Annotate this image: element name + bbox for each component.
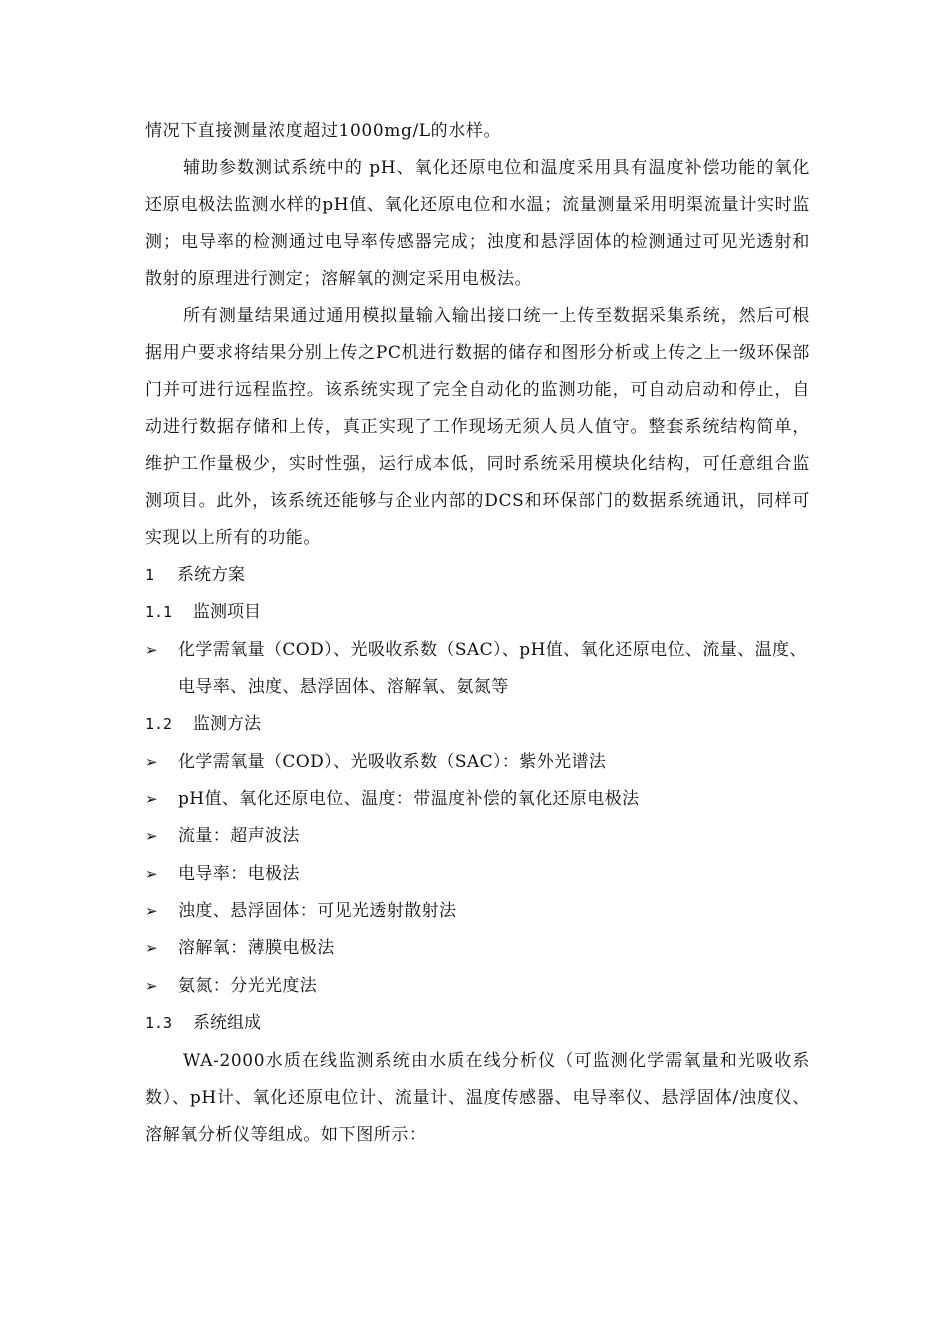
list-item-text: 流量：超声波法 (178, 826, 300, 846)
list-item-text: 化学需氧量（COD）、光吸收系数（SAC）、pH值、氧化还原电位、流量、温度、电导率、浊度、悬浮固体、溶解氧、氨氮等 (178, 640, 807, 697)
section-title: 系统方案 (177, 565, 245, 585)
list-item-text: 化学需氧量（COD）、光吸收系数（SAC）：紫外光谱法 (178, 752, 607, 772)
list-item-text: pH值、氧化还原电位、温度：带温度补偿的氧化还原电极法 (178, 789, 640, 809)
list-item-text: 浊度、悬浮固体：可见光透射散射法 (178, 901, 457, 921)
section-number: 1.1 (145, 603, 173, 621)
arrow-bullet-icon: ➢ (145, 865, 158, 883)
list-item-method (145, 856, 810, 893)
arrow-bullet-icon: ➢ (145, 641, 158, 659)
arrow-bullet-icon: ➢ (145, 753, 158, 771)
list-item-text: 电导率：电极法 (178, 864, 300, 884)
section-number: 1 (145, 566, 155, 584)
paragraph-auxiliary-params: 辅助参数测试系统中的 pH、氧化还原电位和温度采用具有温度补偿功能的氧化还原电极法监测水样的pH值、氧化还原电位和水温；流量测量采用明渠流量计实时监测；电导率的检测通过电导率传感器完成；浊度和悬浮固体的检测通过可见光透射和散射的原理进行测定；溶解氧的测定采用电极法。 (145, 158, 810, 289)
paragraph-data-upload: 所有测量结果通过通用模拟量输入输出接口统一上传至数据采集系统，然后可根据用户要求将结果分别上传之PC机进行数据的储存和图形分析或上传之上一级环保部门并可进行远程监控。该系统实现了完全自动化的监测功能，可自动启动和停止，自动进行数据存储和上传，真正实现了工作现场无须人员人值守。整套系统结构简单，维护工作量极少，实时性强，运行成本低，同时系统采用模块化结构，可任意组合监测项目。此外，该系统还能够与企业内部的DCS和环保部门的数据系统通讯，同样可实现以上所有的功能。 (145, 306, 810, 548)
list-item-method (145, 968, 810, 1005)
paragraph-system-composition: WA-2000水质在线监测系统由水质在线分析仪（可监测化学需氧量和光吸收系数）、pH计、氧化还原电位计、流量计、温度传感器、电导率仪、悬浮固体/浊度仪、溶解氧分析仪等组成。如下图所示： (145, 1051, 810, 1145)
list-item-monitor-items (145, 632, 810, 706)
list-item-method (145, 930, 810, 967)
section-heading-1-1 (145, 594, 261, 631)
list-item-method (145, 744, 810, 781)
section-number: 1.2 (145, 715, 173, 733)
list-item-text: 溶解氧：薄膜电极法 (178, 938, 335, 958)
section-title: 系统组成 (193, 1013, 261, 1033)
list-item-method (145, 781, 810, 818)
list-item-text: 氨氮：分光光度法 (178, 976, 318, 996)
arrow-bullet-icon: ➢ (145, 977, 158, 995)
list-item-method (145, 818, 810, 855)
section-heading-1 (145, 557, 245, 594)
arrow-bullet-icon: ➢ (145, 939, 158, 957)
arrow-bullet-icon: ➢ (145, 902, 158, 920)
section-heading-1-3 (145, 1005, 261, 1042)
paragraph-continuation: 情况下直接测量浓度超过1000mg/L的水样。 (145, 121, 502, 141)
arrow-bullet-icon: ➢ (145, 790, 158, 808)
list-item-method (145, 893, 810, 930)
section-title: 监测方法 (193, 714, 261, 734)
section-number: 1.3 (145, 1014, 173, 1032)
section-heading-1-2 (145, 706, 261, 743)
section-title: 监测项目 (193, 602, 261, 622)
arrow-bullet-icon: ➢ (145, 827, 158, 845)
